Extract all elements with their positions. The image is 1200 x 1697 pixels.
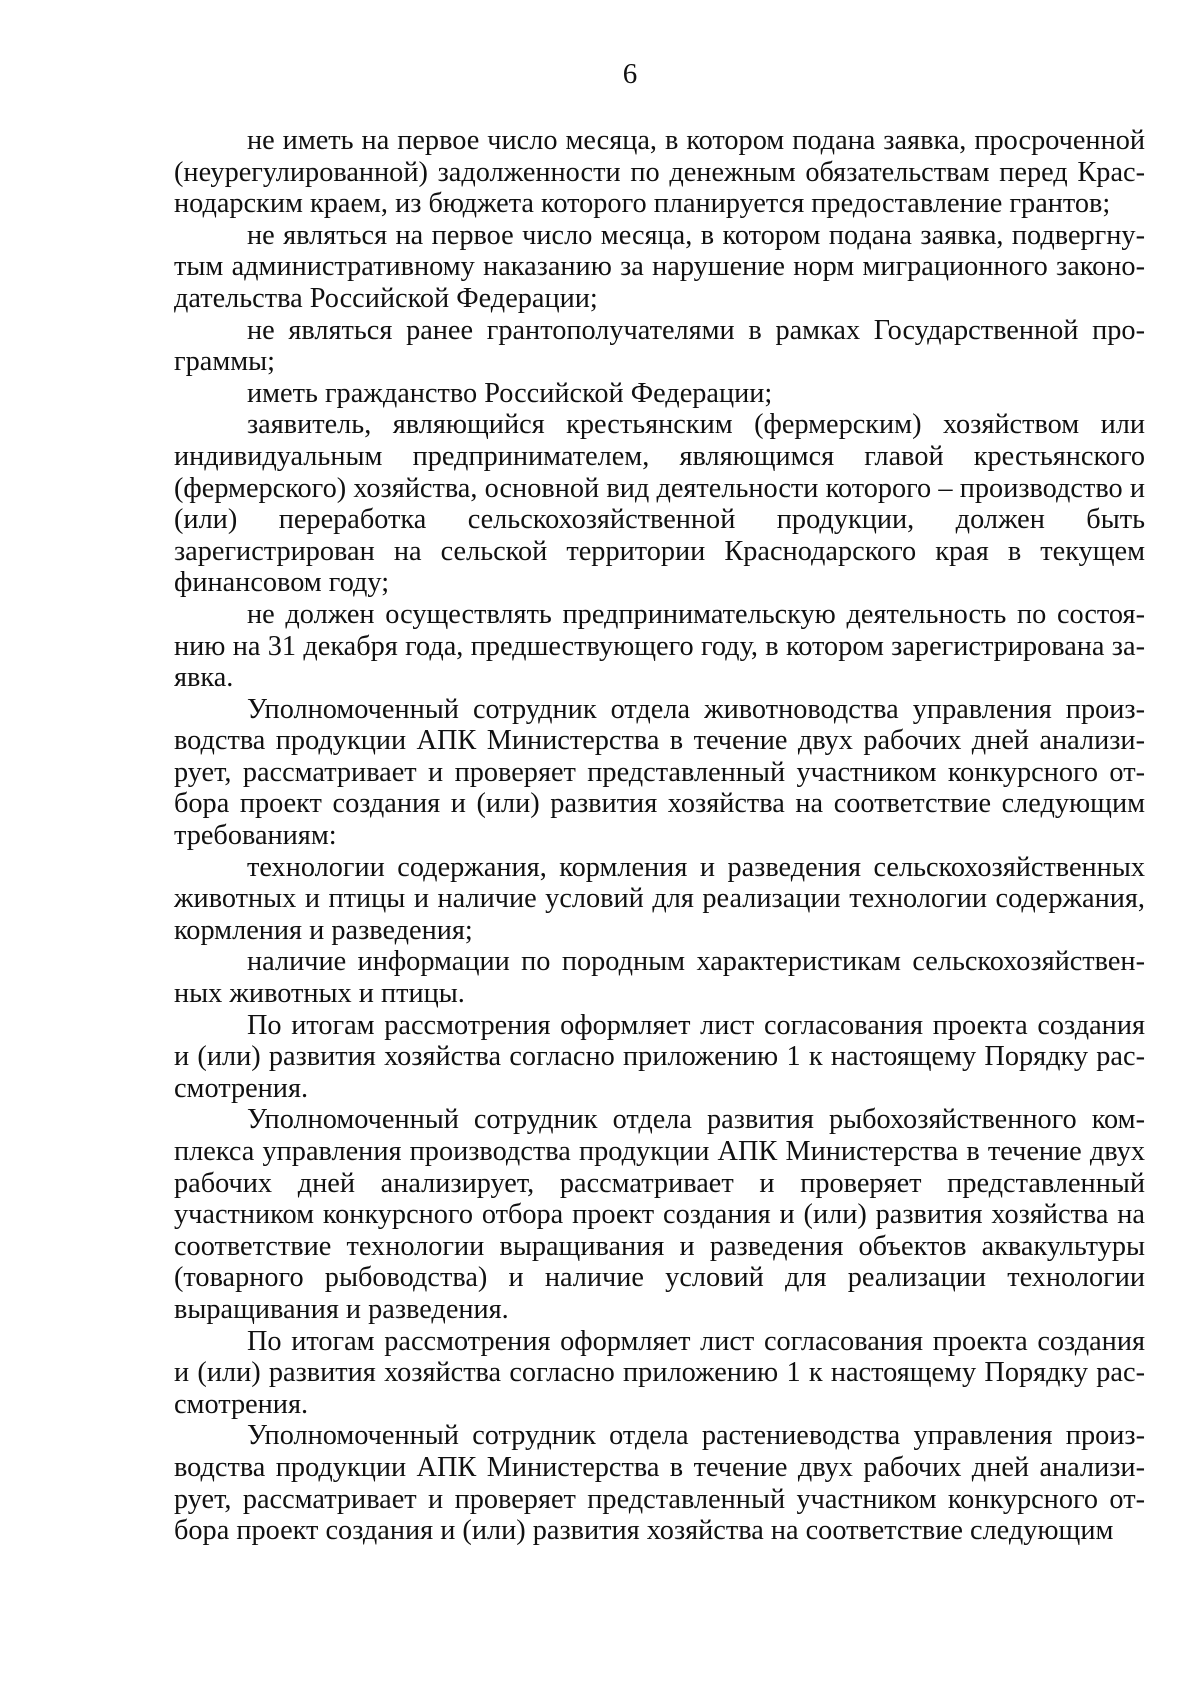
paragraph: По итогам рассмотрения оформляет лист согласования проекта создания и (или) развития хозяйства согласно приложению 1 к настоящему Порядку рассмотрения. xyxy=(174,1009,1145,1104)
paragraph: не являться ранее грантополучателями в рамках Государственной программы; xyxy=(174,314,1145,378)
paragraph: не являться на первое число месяца, в котором подана заявка, подвергнутым административному наказанию за нарушение норм миграционного законодательства Российской Федерации; xyxy=(174,219,1145,314)
paragraph: не иметь на первое число месяца, в котором подана заявка, просроченной (неурегулированной) задолженности по денежным обязательствам перед Краснодарским краем, из бюджета которого планируется предоставление грантов; xyxy=(174,125,1145,220)
paragraph: Уполномоченный сотрудник отдела животноводства управления производства продукции АПК Министерства в течение двух рабочих дней анализирует, рассматривает и проверяет представленный участником конкурсного отбора проект создания и (или) развития хозяйства на соответствие следующим требованиям: xyxy=(174,693,1145,852)
paragraph: Уполномоченный сотрудник отдела развития рыбохозяйственного комплекса управления производства продукции АПК Министерства в течение двух рабочих дней анализирует, рассматривает и проверяет представленный участником конкурсного отбора проект создания и (или) развития хозяйства на соответствие технологии выращивания и разведения объектов аквакультуры (товарного рыбоводства) и наличие условий для реализации технологии выращивания и разведения. xyxy=(174,1104,1145,1325)
document-body xyxy=(174,125,1145,1547)
paragraph: наличие информации по породным характеристикам сельскохозяйственных животных и птицы. xyxy=(174,946,1145,1010)
paragraph: Уполномоченный сотрудник отдела растениеводства управления производства продукции АПК Министерства в течение двух рабочих дней анализирует, рассматривает и проверяет представленный участником конкурсного отбора проект создания и (или) развития хозяйства на соответствие следующим xyxy=(174,1420,1145,1547)
paragraph: По итогам рассмотрения оформляет лист согласования проекта создания и (или) развития хозяйства согласно приложению 1 к настоящему Порядку рассмотрения. xyxy=(174,1325,1145,1420)
paragraph: не должен осуществлять предпринимательскую деятельность по состоянию на 31 декабря года, предшествующего году, в котором зарегистрирована заявка. xyxy=(174,598,1145,694)
page-number: 6 xyxy=(622,58,638,90)
paragraph: иметь гражданство Российской Федерации; xyxy=(247,377,773,409)
paragraph: технологии содержания, кормления и разведения сельскохозяйственных животных и птицы и наличие условий для реализации технологии содержания, кормления и разведения; xyxy=(174,851,1145,946)
paragraph: заявитель, являющийся крестьянским (фермерским) хозяйством или индивидуальным предпринимателем, являющимся главой крестьянского (фермерского) хозяйства, основной вид деятельности которого – производство и (или) переработка сельскохозяйственной продукции, должен быть зарегистрирован на сельской территории Краснодарского края в текущем финансовом году; xyxy=(174,409,1145,599)
